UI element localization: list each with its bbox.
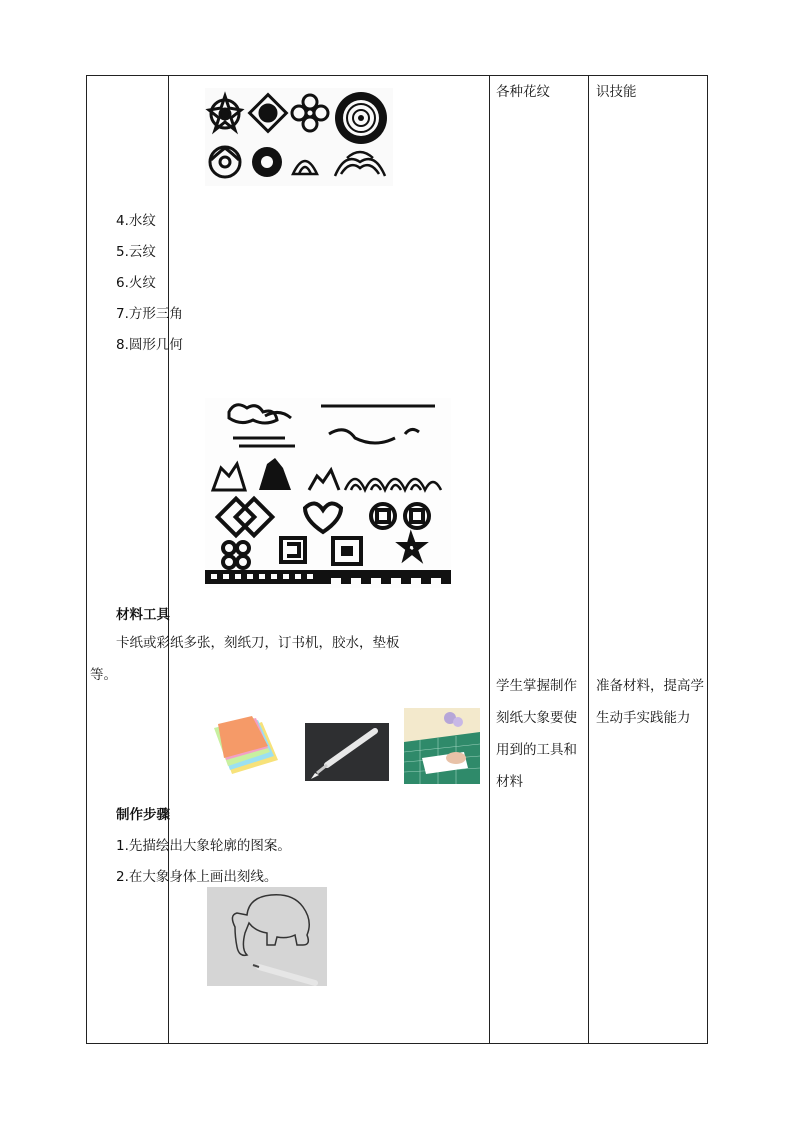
column-divider-2 [489, 76, 490, 1043]
pattern-item-circle-geometric: 8.圆形几何 [116, 337, 183, 353]
col4-top-text: 识技能 [596, 84, 637, 100]
col3-mid-text: 学生掌握制作刻纸大象要使用到的工具和材料 [496, 678, 577, 790]
cutting-mat-image [404, 708, 480, 784]
carving-knife-image [305, 723, 389, 781]
pattern-item-water: 4.水纹 [116, 213, 156, 229]
geometric-patterns-image [205, 398, 451, 588]
elephant-sketch-image [207, 887, 327, 986]
col3-top-text: 各种花纹 [496, 84, 550, 100]
steps-heading: 制作步骤 [116, 807, 170, 823]
column-divider-1 [168, 76, 169, 1043]
column-divider-3 [588, 76, 589, 1043]
step-1: 1.先描绘出大象轮廓的图案。 [116, 838, 291, 854]
pattern-item-square-triangle: 7.方形三角 [116, 306, 183, 322]
step-2: 2.在大象身体上画出刻线。 [116, 869, 278, 885]
materials-text: 卡纸或彩纸多张，刻纸刀，订书机，胶水，垫板等。 [90, 635, 400, 683]
pattern-item-cloud: 5.云纹 [116, 244, 156, 260]
colored-paper-image [210, 716, 282, 778]
pattern-item-fire: 6.火纹 [116, 275, 156, 291]
materials-heading: 材料工具 [116, 607, 170, 623]
flower-patterns-image [205, 88, 393, 186]
col4-mid-text: 准备材料，提高学生动手实践能力 [596, 678, 704, 726]
